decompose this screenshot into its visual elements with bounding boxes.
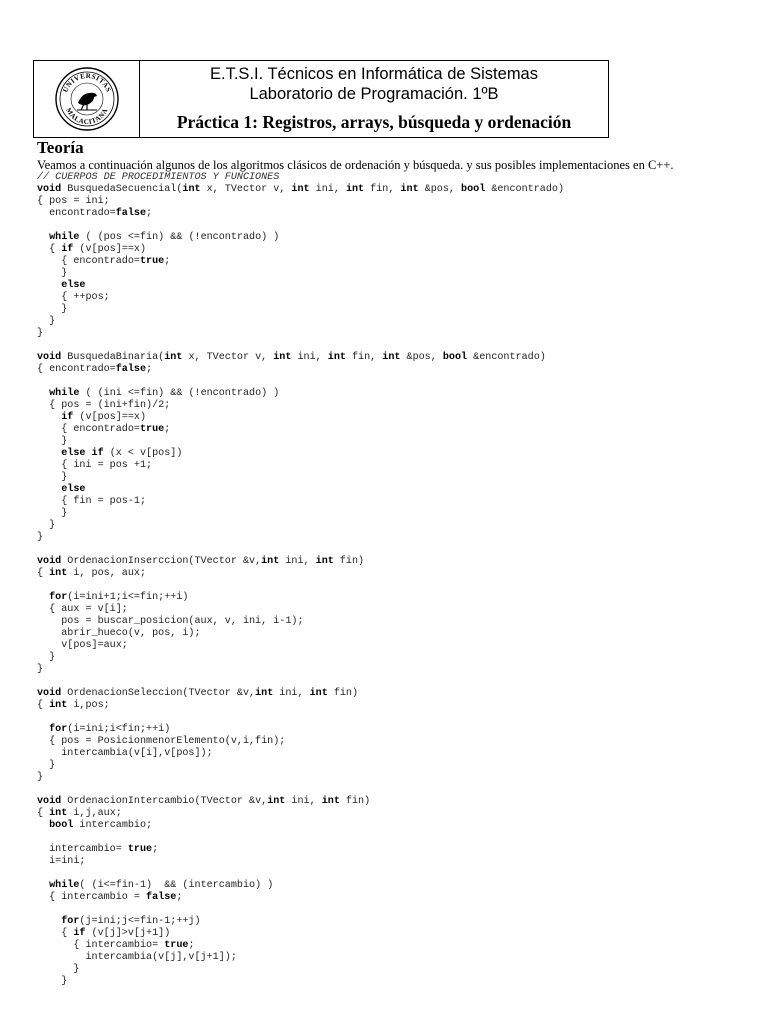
code-block (37, 172, 564, 988)
course-name: Laboratorio de Programación. 1ºB (249, 85, 499, 103)
code-line: } (37, 520, 56, 531)
code-line: { intercambio = false; (37, 892, 183, 903)
code-line: } (37, 760, 56, 771)
code-line (37, 376, 564, 388)
code-line: } (37, 328, 44, 339)
code-line: i=ini; (37, 856, 86, 867)
logo-cell (34, 61, 140, 137)
code-line: while ( (pos <=fin) && (!encontrado) ) (49, 232, 280, 243)
code-line (37, 220, 564, 232)
code-line: } (37, 304, 68, 315)
code-line: { int i,j,aux; (37, 808, 122, 819)
svg-text:UNIVERSITAS: UNIVERSITAS (60, 71, 113, 94)
code-line: if (v[pos]==x) (61, 412, 147, 423)
code-line (37, 676, 564, 688)
code-line: } (37, 664, 44, 675)
code-line: else (61, 484, 86, 495)
code-line: { if (v[j]>v[j+1]) (37, 928, 171, 939)
code-line: void BusquedaBinaria(int x, TVector v, int ini, int fin, int &pos, bool &encontrado) (37, 352, 546, 363)
code-line: for(j=ini;j<=fin-1;++j) (61, 916, 201, 927)
code-line: intercambio= true; (37, 844, 159, 855)
university-seal-icon (54, 66, 120, 132)
code-line: { ini = pos +1; (37, 460, 153, 471)
code-line: encontrado=false; (37, 208, 153, 219)
code-line: } (37, 532, 44, 543)
code-line: { if (v[pos]==x) (37, 244, 147, 255)
code-line: { int i, pos, aux; (37, 568, 147, 579)
code-line: { pos = (ini+fin)/2; (37, 400, 171, 411)
title-cell (140, 61, 608, 137)
code-line: } (37, 508, 68, 519)
document-header (33, 60, 609, 138)
code-line: { encontrado=false; (37, 364, 153, 375)
code-line: { pos = ini; (37, 196, 110, 207)
intro-paragraph: Veamos a continuación algunos de los algoritmos clásicos de ordenación y búsqueda. y sus posibles implementaciones en C++. (37, 158, 674, 172)
code-line: void OrdenacionSeleccion(TVector &v,int ini, int fin) (37, 688, 359, 699)
school-name: E.T.S.I. Técnicos en Informática de Sistemas (209, 65, 538, 83)
code-line: } (37, 472, 68, 483)
code-line: pos = buscar_posicion(aux, v, ini, i-1); (37, 616, 304, 627)
code-line: { encontrado=true; (37, 424, 171, 435)
code-line (37, 580, 564, 592)
code-line: { fin = pos-1; (37, 496, 147, 507)
code-line (37, 544, 564, 556)
code-line: for(i=ini;i<fin;++i) (49, 724, 171, 735)
code-line: while ( (ini <=fin) && (!encontrado) ) (49, 388, 280, 399)
code-line: } (37, 316, 56, 327)
code-line: } (37, 268, 68, 279)
code-line: { intercambio= true; (37, 940, 195, 951)
code-line: intercambia(v[j],v[j+1]); (37, 952, 237, 963)
code-line: { aux = v[i]; (37, 604, 128, 615)
code-line: bool intercambio; (49, 820, 153, 831)
code-line: else if (x < v[pos]) (61, 448, 183, 459)
code-line: else (61, 280, 86, 291)
code-line: while( (i<=fin-1) && (intercambio) ) (49, 880, 274, 891)
code-line: void OrdenacionInserccion(TVector &v,int ini, int fin) (37, 556, 365, 567)
svg-text:MALACITANA: MALACITANA (63, 106, 110, 127)
code-line (37, 868, 564, 880)
code-line (37, 340, 564, 352)
practice-title: Práctica 1: Registros, arrays, búsqueda y ordenación (176, 112, 572, 132)
code-line: void OrdenacionIntercambio(TVector &v,int ini, int fin) (37, 796, 371, 807)
code-line (37, 784, 564, 796)
code-line: { encontrado=true; (37, 256, 171, 267)
code-line (37, 712, 564, 724)
code-line: } (37, 652, 56, 663)
code-line: } (37, 436, 68, 447)
code-line: { pos = PosicionmenorElemento(v,i,fin); (37, 736, 286, 747)
code-line: v[pos]=aux; (37, 640, 128, 651)
section-title: Teoría (37, 138, 84, 157)
code-line: for(i=ini+1;i<=fin;++i) (49, 592, 189, 603)
code-line: { int i,pos; (37, 700, 110, 711)
code-line: void BusquedaSecuencial(int x, TVector v, int ini, int fin, int &pos, bool &encontrado) (37, 184, 565, 195)
code-line: { ++pos; (37, 292, 110, 303)
code-line: } (37, 964, 80, 975)
code-line: // CUERPOS DE PROCEDIMIENTOS Y FUNCIONES (37, 172, 280, 183)
code-line (37, 832, 564, 844)
code-line: } (37, 772, 44, 783)
code-line (37, 904, 564, 916)
code-line: abrir_hueco(v, pos, i); (37, 628, 201, 639)
code-line: } (37, 976, 68, 987)
code-line: intercambia(v[i],v[pos]); (37, 748, 213, 759)
